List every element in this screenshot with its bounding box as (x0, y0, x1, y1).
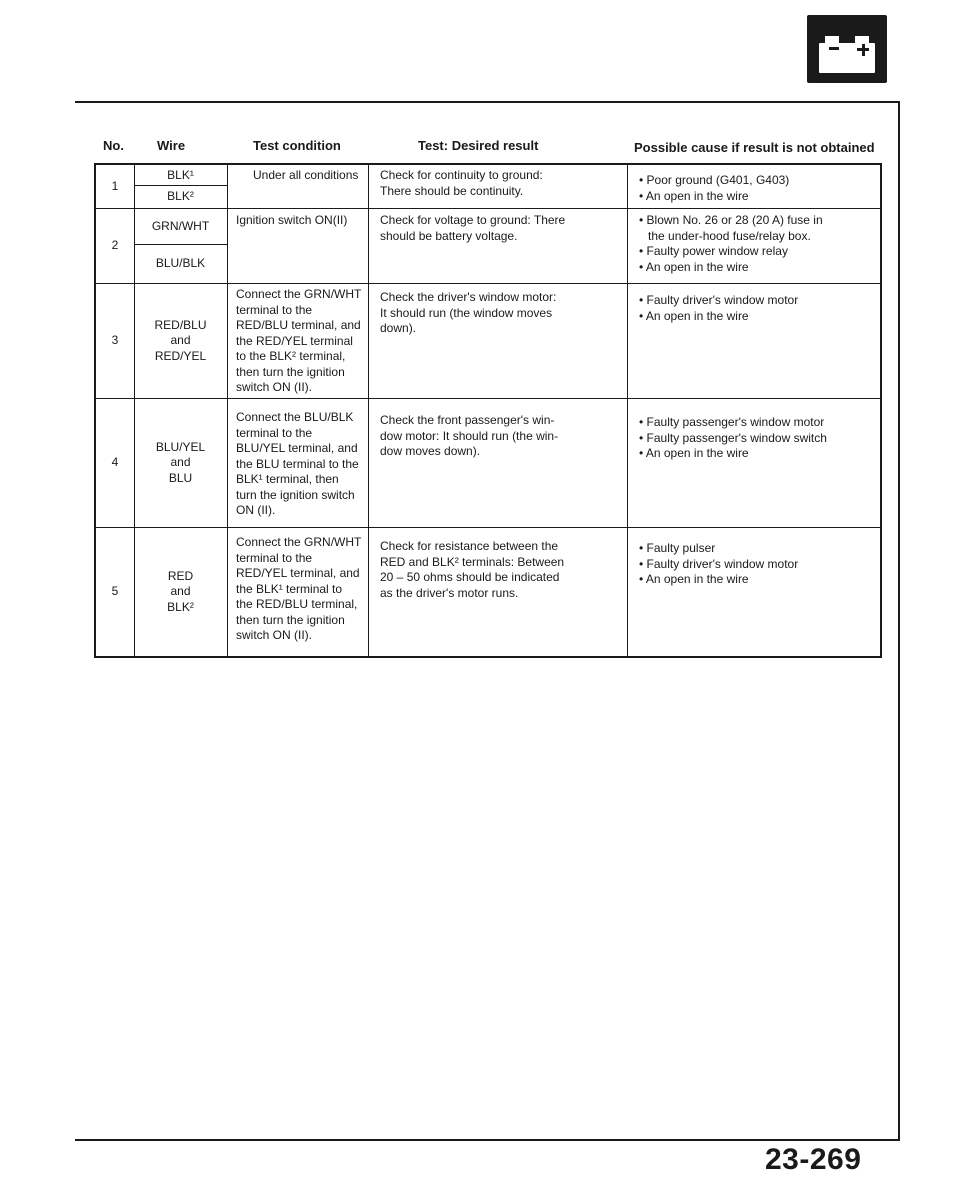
list-item: the under-hood fuse/relay box. (648, 228, 811, 243)
list-item: • Faulty passenger's window motor (639, 415, 827, 431)
row-3-condition: Connect the GRN/WHT terminal to the RED/BLU terminal, and the RED/YEL terminal to the BLK² terminal, then turn the ignition switch ON (II). (236, 287, 362, 394)
test-table (94, 163, 882, 658)
header-wire: Wire (157, 138, 186, 153)
list-item: • An open in the wire (639, 309, 798, 325)
list-item: • An open in the wire (639, 446, 827, 462)
top-rule (75, 101, 900, 103)
row-3-result: Check the driver's window motor: It should run (the window moves down). (380, 290, 557, 335)
row-4-number: 4 (111, 455, 119, 470)
row-2-result: Check for voltage to ground: There should be battery voltage. (380, 213, 566, 243)
row-2-wire-b: BLU/BLK (155, 256, 206, 271)
row-4-condition: Connect the BLU/BLK terminal to the BLU/YEL terminal, and the BLU terminal to the BLK¹ terminal, then turn the ignition switch ON (II). (236, 410, 359, 517)
header-desired-result: Test: Desired result (418, 138, 539, 153)
list-item: • An open in the wire (639, 260, 823, 276)
row-4-causes (639, 415, 827, 462)
row-2-wire-a: GRN/WHT (151, 218, 210, 233)
list-item: • Faulty driver's window motor (639, 557, 798, 573)
row-1-causes (639, 173, 789, 204)
list-item: • Faulty passenger's window switch (639, 431, 827, 447)
header-possible-cause: Possible cause if result is not obtained (634, 140, 875, 155)
header-no: No. (103, 138, 124, 153)
row-2-causes (639, 213, 823, 275)
list-item: • Poor ground (G401, G403) (639, 173, 789, 189)
row-5-causes (639, 541, 798, 588)
row-1-wire-b: BLK² (167, 189, 194, 204)
row-2-number: 2 (111, 238, 119, 253)
list-item: • An open in the wire (639, 189, 789, 205)
row-4-result: Check the front passenger's win- dow motor: It should run (the win- dow moves down). (380, 413, 559, 458)
row-5-wire: RED and BLK² (167, 568, 194, 614)
row-3-number: 3 (111, 333, 119, 348)
row-1-result: Check for continuity to ground: There should be continuity. (380, 168, 543, 198)
page-number: 23-269 (765, 1143, 862, 1176)
battery-icon (807, 15, 887, 83)
header-test-condition: Test condition (253, 138, 341, 153)
row-1-wire-a: BLK¹ (167, 167, 194, 182)
row-3-causes (639, 293, 798, 324)
row-5-result: Check for resistance between the RED and BLK² terminals: Between 20 – 50 ohms should be indicated as the driver's motor runs. (380, 539, 565, 600)
row-5-number: 5 (111, 584, 119, 599)
row-5-condition: Connect the GRN/WHT terminal to the RED/YEL terminal, and the BLK¹ terminal to the RED/BLU terminal, then turn the ignition switch ON (II). (236, 535, 362, 642)
list-item: • Blown No. 26 or 28 (20 A) fuse in (639, 213, 823, 229)
list-item: • Faulty power window relay (639, 244, 823, 260)
row-1-condition: Under all conditions (253, 168, 359, 182)
row-1-number: 1 (111, 178, 119, 193)
row-4-wire: BLU/YEL and BLU (155, 439, 206, 485)
right-rule (898, 101, 900, 1141)
row-3-wire: RED/BLU and RED/YEL (154, 317, 207, 363)
row-2-condition: Ignition switch ON(II) (236, 213, 348, 227)
list-item: • Faulty pulser (639, 541, 798, 557)
list-item: • An open in the wire (639, 572, 798, 588)
bottom-rule (75, 1139, 900, 1141)
list-item: • Faulty driver's window motor (639, 293, 798, 309)
